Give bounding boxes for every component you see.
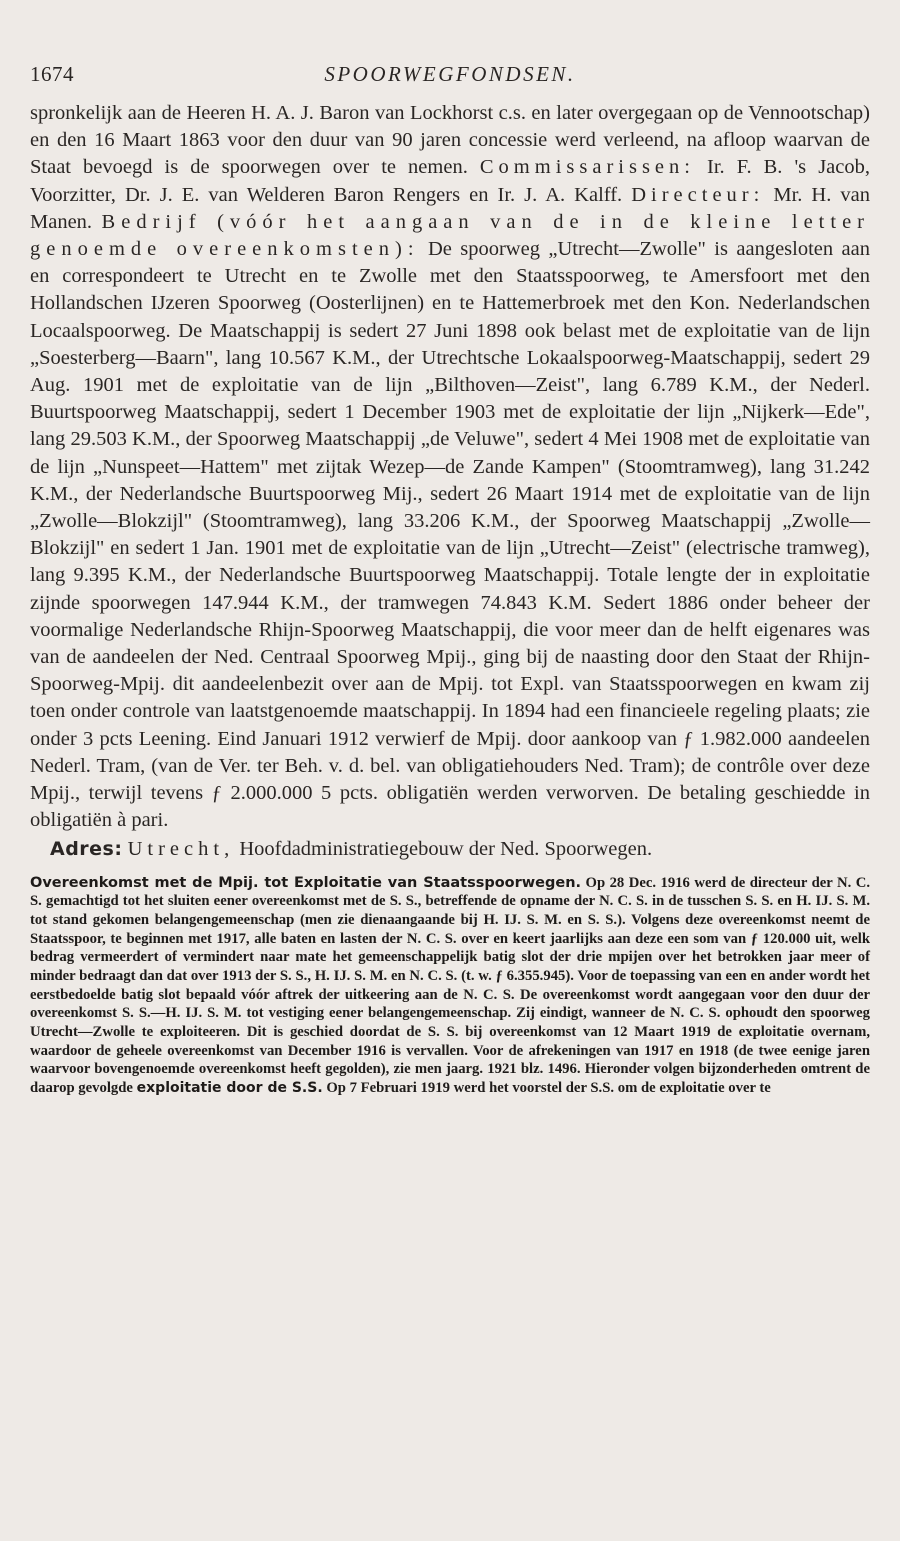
body-text-3: Mr. H. van Manen.	[30, 183, 871, 233]
note-text-2: Op 7 Februari 1919 werd het voorstel der S.S. om de exploitatie over te	[322, 1079, 771, 1096]
directeur-label: Directeur:	[631, 183, 765, 206]
running-title: SPOORWEGFONDSEN.	[324, 62, 576, 86]
body-text-4: De spoorweg „Utrecht—Zwolle" is aangesloten aan en correspondeert te Utrecht en te Zwolle met den Staatsspoorweg, te Amersfoort met den Hollandschen IJzeren Spoorweg (Oosterlijnen) en te Hattemerbroek met den Kon. Nederlandschen Locaalspoorweg. De Maatschappij is sedert 27 Juni 1898 ook belast met de exploitatie van de lijn „Soesterberg—Baarn", lang 10.567 K.M., der Utrechtsche Lokaalspoorweg-Maatschappij, sedert 29 Aug. 1901 met de exploitatie van de lijn „Bilthoven—Zeist", lang 6.789 K.M., der Nederl. Buurtspoorweg Maatschappij, sedert 1 December 1903 met de exploitatie der lijn „Nijkerk—Ede", lang 29.503 K.M., der Spoorweg Maatschappij „de Veluwe", sedert 4 Mei 1908 met de exploitatie van de lijn „Nunspeet—Hattem" met zijtak Wezep—de Zande Kampen" (Stoomtramweg), lang 31.242 K.M., der Nederlandsche Buurtspoorweg Mij., sedert 26 Maart 1914 met de exploitatie van de lijn „Zwolle—Blokzijl" (Stoomtramweg), lang 33.206 K.M., der Spoorweg Maatschappij „Zwolle—Blokzijl" en sedert 1 Jan. 1901 met de exploitatie van de lijn „Utrecht—Zeist" (electrische tramweg), lang 9.395 K.M., der Nederlandsche Buurtspoorweg Maatschappij. Totale lengte der in exploitatie zijnde spoorwegen 147.944 K.M., der tramwegen 74.843 K.M. Sedert 1886 onder beheer der voormalige Nederlandsche Rhijn-Spoorweg Maatschappij, die voor meer dan de helft eigenares was van de aandeelen der Ned. Centraal Spoorweg Mpij., ging bij de naasting door den Staat der Rhijn-Spoorweg-Mpij. dit aandeelenbezit over aan de Mpij. tot Expl. van Staatsspoorwegen en kwam zij toen onder controle van laatstgenoemde maatschappij. In 1894 had een financieele regeling plaats; zie onder 3 pcts Leening. Eind Januari 1912 verwierf de Mpij. door aankoop van ƒ 1.982.000 aandeelen Nederl. Tram, (van de Ver. ter Beh. v. d. bel. van obligatiehouders Ned. Tram); de contrôle over deze Mpij., terwijl tevens ƒ 2.000.000 5 pcts. obligatiën werden verworven. De betaling geschiedde in obligatiën à pari.	[30, 238, 870, 832]
address-text: Hoofdadministratiegebouw der Ned. Spoorwegen.	[234, 838, 653, 861]
note-bold-phrase: exploitatie door de S.S.	[136, 1079, 323, 1096]
note-paragraph	[30, 874, 870, 1098]
body-text-2: Ir. F. B. 's Jacob, Voorzitter, Dr. J. E. van Welderen Baron Rengers en Ir. J. A. Kalff.	[30, 156, 870, 206]
address-city: Utrecht,	[127, 838, 235, 861]
small-print-note	[30, 874, 870, 1098]
address-label: Adres:	[50, 838, 123, 861]
address-line	[30, 836, 870, 863]
body-paragraph	[30, 100, 870, 834]
page-number: 1674	[30, 62, 74, 86]
bedrijf-label: Bedrijf (vóór het aangaan van de in de kleine letter genoemde overeenkomsten):	[30, 210, 870, 261]
page-header	[30, 60, 870, 100]
note-text-1: Op 28 Dec. 1916 werd de directeur der N. C. S. gemachtigd tot het sluiten eener overeenkomst met de S. S., betreffende de opname der N. C. S. in de tusschen S. S. en H. IJ. S. M. tot stand gekomen belangengemeenschap (men zie dienaangaande bij H. IJ. S. M. en S. S.). Volgens deze overeenkomst neemt de Staatsspoor, te beginnen met 1917, alle baten en lasten der N. C. S. over en keert jaarlijks aan deze een som van ƒ 120.000 uit, welk bedrag vermeerdert of vermindert naar mate het gemeenschappelijk batig slot der drie mpijen over het betrokken jaar meer of minder bedraagt dan dat over 1913 der S. S., H. IJ. S. M. en N. C. S. (t. w. ƒ 6.355.945). Voor de toepassing van een en ander wordt het eerstbedoelde batig slot bepaald vóór aftrek der uitkeering aan de N. C. S. De overeenkomst wordt aangegaan voor den duur der overeenkomst S. S.—H. IJ. S. M. tot vestiging eener belangengemeenschap. Zij eindigt, wanneer de N. C. S. ophoudt den spoorweg Utrecht—Zwolle te exploiteeren. Dit is geschied doordat de S. S. bij overeenkomst van 12 Maart 1919 de exploitatie overnam, waardoor de geheele overeenkomst van December 1916 is vervallen. Voor de afrekeningen van 1917 en 1918 (de twee eenige jaren waarvoor bovengenoemde overeenkomst heeft gegolden), zie men jaarg. 1921 blz. 1496. Hieronder volgen bijzonderheden omtrent de daarop gevolgde	[30, 874, 870, 1096]
commissarissen-label: Commissarissen:	[479, 156, 695, 179]
body-text-1: spronkelijk aan de Heeren H. A. J. Baron van Lockhorst c.s. en later overgegaan op de Vennootschap) en den 16 Maart 1863 voor den duur van 90 jaren concessie werd verleend, na afloop waarvan de Staat bevoegd is de spoorwegen over te nemen.	[30, 102, 870, 179]
main-text	[30, 100, 870, 834]
note-title: Overeenkomst met de Mpij. tot Exploitatie van Staatsspoorwegen.	[30, 874, 582, 891]
